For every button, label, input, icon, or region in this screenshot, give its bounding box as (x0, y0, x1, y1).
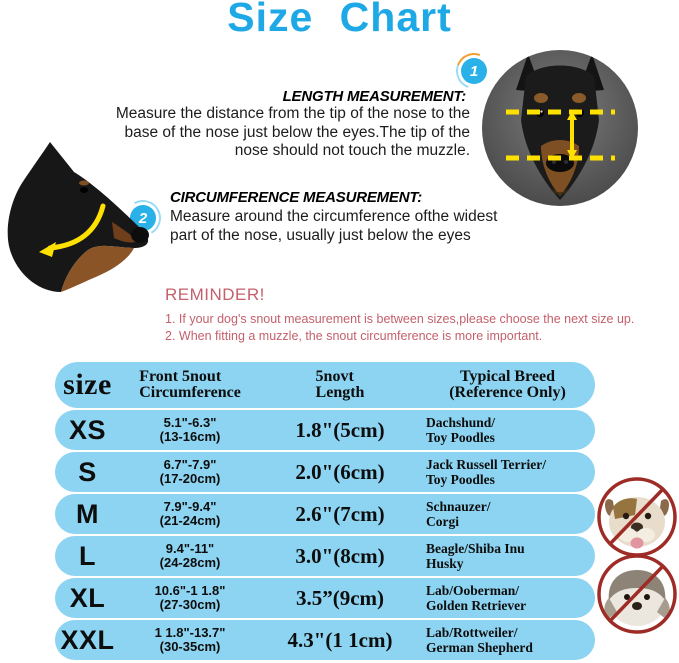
table-row-l (55, 536, 595, 576)
size-value: S (78, 456, 97, 487)
page-title: Size Chart (227, 0, 452, 40)
length-measurement-heading: LENGTH MEASUREMENT: (282, 88, 466, 105)
length-value: 3.0"(8cm) (295, 543, 385, 568)
circumference-value: 5.1"-6.3" (13-16cm) (159, 414, 221, 444)
circumference-value: 10.6"-1 1.8" (27-30cm) (154, 582, 226, 612)
shih-tzu-not-suitable-photo (595, 552, 679, 636)
length-value: 2.0"(6cm) (295, 459, 385, 484)
size-value: XXL (60, 624, 115, 655)
doberman-profile-measurement-photo (0, 142, 150, 294)
breed-value: Jack Russell Terrier/ Toy Poodles (426, 457, 546, 487)
size-table (55, 362, 595, 660)
circumference-measurement-heading: CIRCUMFERENCE MEASUREMENT: (170, 189, 423, 206)
header-size: size (63, 368, 112, 401)
reminder-heading: REMINDER! (165, 285, 265, 304)
circumference-value: 6.7"-7.9" (17-20cm) (159, 456, 221, 486)
size-value: XL (69, 582, 106, 613)
length-value: 2.6"(7cm) (295, 501, 385, 526)
breed-value: Schnauzer/ Corgi (426, 499, 491, 529)
table-row-xl (55, 578, 595, 618)
length-value: 3.5”(9cm) (295, 585, 385, 610)
size-table-header (55, 362, 595, 408)
size-value: XS (68, 414, 107, 445)
circumference-value: 1 1.8"-13.7" (30-35cm) (154, 624, 226, 654)
length-measurement-body: Measure the distance from the tip of the nose to the base of the nose just below the eyes.The tip of the nose should not touch the muzzle. (115, 105, 470, 159)
length-value: 1.8"(5cm) (295, 417, 385, 442)
step-1-number: 1 (469, 62, 479, 80)
circumference-value: 7.9"-9.4" (21-24cm) (159, 498, 221, 528)
bulldog-not-suitable-photo (595, 475, 679, 559)
reminder-item-2: 2. When fitting a muzzle, the snout circumference is more important. (165, 329, 543, 343)
reminder-section (165, 285, 634, 345)
header-length: 5novt Length (315, 367, 365, 401)
size-value: M (76, 498, 99, 529)
table-row-xxl (55, 620, 595, 660)
length-value: 4.3"(1 1cm) (287, 627, 393, 652)
breed-value: Lab/Rottweiler/ German Shepherd (426, 625, 533, 655)
size-value: L (79, 540, 96, 571)
circumference-value: 9.4"-11" (24-28cm) (159, 540, 221, 570)
table-row-m (55, 494, 595, 534)
reminder-item-1: 1. If your dog's snout measurement is between sizes,please choose the next size up. (165, 312, 635, 326)
step-2-number: 2 (138, 209, 148, 227)
table-row-xs (55, 410, 595, 450)
breed-value: Beagle/Shiba Inu Husky (426, 541, 525, 571)
breed-value: Dachshund/ Toy Poodles (426, 415, 496, 445)
doberman-front-measurement-photo (482, 50, 638, 206)
circumference-measurement-body: Measure around the circumference ofthe widest part of the nose, usually just below the eyes (170, 208, 498, 244)
header-circumference: Front 5nout Circumference (139, 367, 241, 401)
header-breed: Typical Breed (Reference Only) (449, 367, 566, 401)
breed-value: Lab/Ooberman/ Golden Retriever (426, 583, 527, 613)
table-row-s (55, 452, 595, 492)
